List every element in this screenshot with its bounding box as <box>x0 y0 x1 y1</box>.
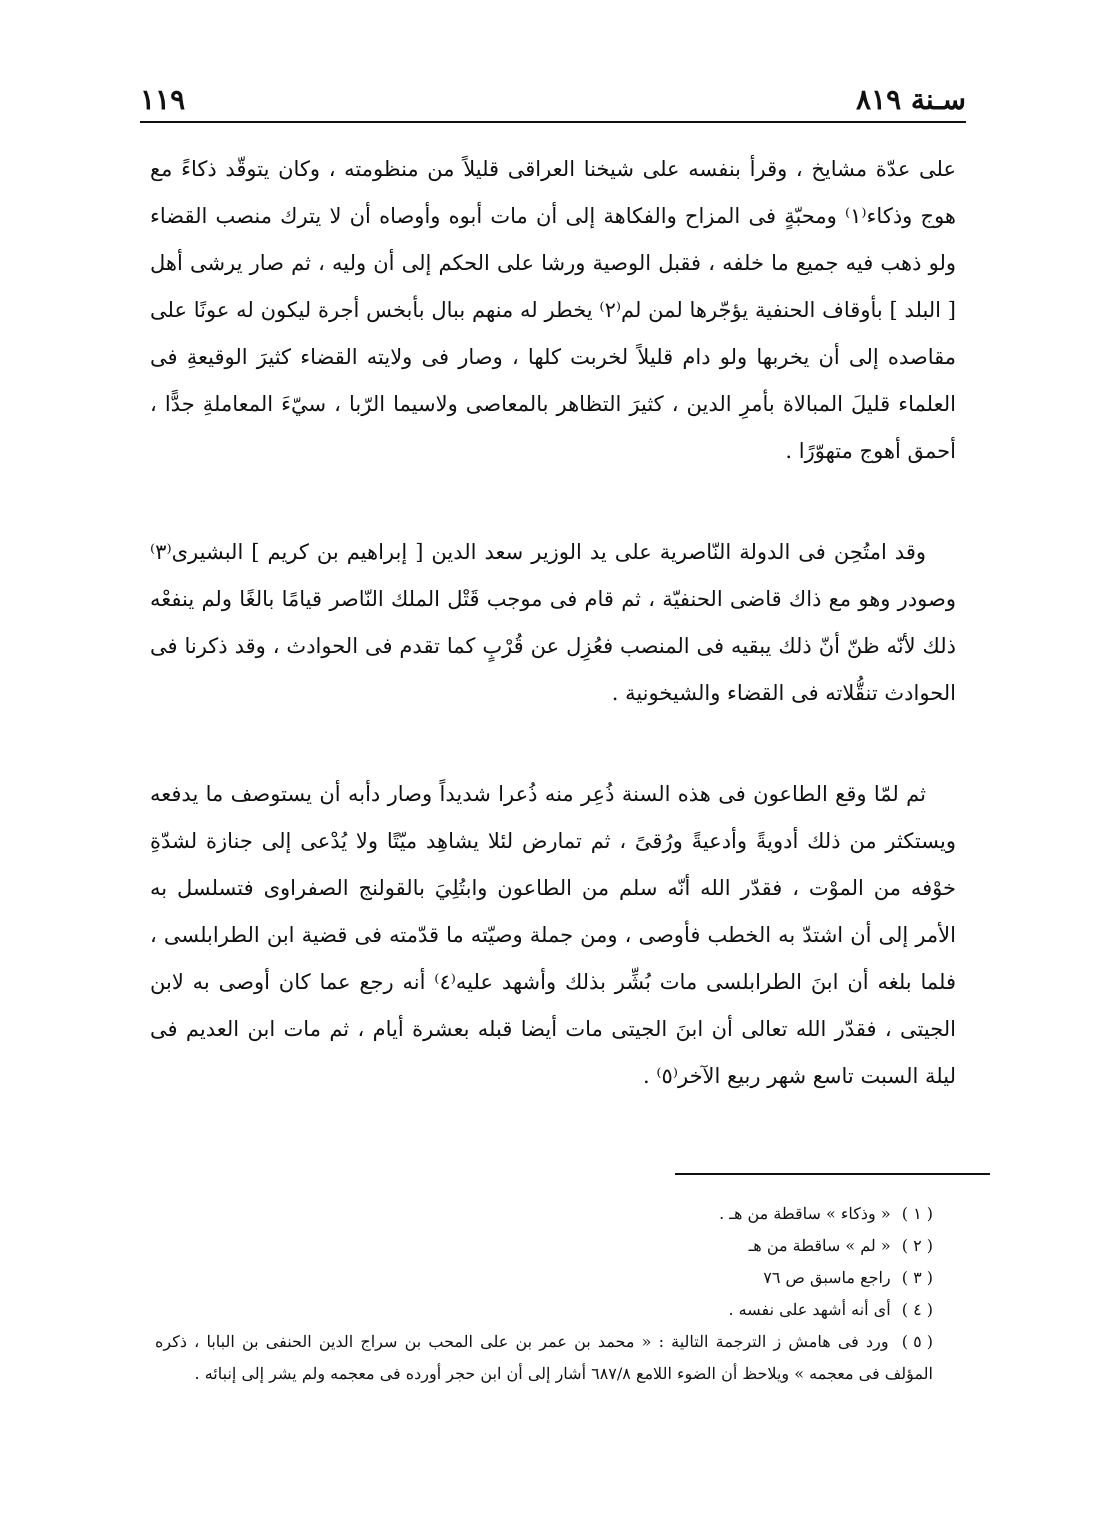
footnote-4 <box>155 1294 951 1326</box>
running-head-year: سـنة ٨١٩ <box>856 83 966 116</box>
footnote-rule <box>675 1173 990 1175</box>
footnote-text: « وذكاء » ساقطة من هـ . <box>719 1204 891 1223</box>
footnote-number: ( ٣ ) <box>901 1268 933 1287</box>
footnote-1 <box>155 1198 951 1230</box>
page-number: ١١٩ <box>140 83 186 116</box>
footnote-number: ( ٢ ) <box>901 1236 933 1255</box>
footnote-5 <box>155 1326 951 1390</box>
footnote-text: راجع ماسبق ص ٧٦ <box>763 1268 891 1287</box>
body-text <box>150 146 956 1100</box>
paragraph-2: وقد امتُحِن فى الدولة النّاصرية على يد الوزير سعد الدين [ إبراهيم بن كريم ] البشيرى⁽٣⁾ وصودر وهو مع ذاك قاضى الحنفيّة ، ثم قام فى موجب قَتْل الملك النّاصر قيامًا بالغًا ولم ينفعْه ذلك لأنّه ظنّ أنّ ذلك يبقيه فى المنصب فعُزِل عن قُرْبٍ كما تقدم فى الحوادث ، وقد ذكرنا فى الحوادث تنقُّلاته فى القضاء والشيخونية . <box>150 540 956 705</box>
footnote-3 <box>155 1262 951 1294</box>
paragraph-3: ثم لمّا وقع الطاعون فى هذه السنة ذُعِر منه ذُعرا شديداً وصار دأبه أن يستوصف ما يدفعه ويستكثر من ذلك أدويةً وأدعيةً ورُقىً ، ثم تمارض لئلا يشاهِد ميّتًا ولا يُدْعى إلى جنازة لشدّةِ خوْفه من الموْت ، فقدّر الله أنّه سلم من الطاعون وابتُلِيَ بالقولنج الصفراوى فتسلسل به الأمر إلى أن اشتدّ به الخطب فأوصى ، ومن جملة وصيّته ما قدّمته فى قضية ابن الطرابلسى ، فلما بلغه أن ابنَ الطرابلسى مات بُشِّر بذلك وأشهد عليه⁽٤⁾ أنه رجع عما كان أوصى به لابن الجيتى ، فقدّر الله تعالى أن ابنَ الجيتى مات أيضا قبله بعشرة أيام ، ثم مات ابن العديم فى ليلة السبت تاسع شهر ربيع الآخر⁽٥⁾ . <box>150 782 957 1088</box>
footnote-number: ( ٥ ) <box>901 1332 933 1351</box>
footnote-number: ( ٤ ) <box>901 1300 933 1319</box>
footnote-number: ( ١ ) <box>901 1204 933 1223</box>
footnotes <box>155 1198 951 1390</box>
footnote-text: « لم » ساقطة من هـ <box>748 1236 891 1255</box>
header-rule <box>140 121 966 123</box>
running-head <box>140 72 966 116</box>
footnote-2 <box>155 1230 951 1262</box>
paragraph-1: على عدّة مشايخ ، وقرأ بنفسه على شيخنا العراقى قليلاً من منظومته ، وكان يتوقّد ذكاءً مع هوج وذكاء⁽١⁾ ومحبّةٍ فى المزاح والفكاهة إلى أن مات أبوه وأوصاه أن لا يترك منصب القضاء ولو ذهب فيه جميع ما خلفه ، فقبل الوصية ورشا على الحكم إلى أن وليه ، ثم صار يرشى أهل [ البلد ] بأوقاف الحنفية يؤجّرها لمن لم⁽٢⁾ يخطر له منهم ببال بأبخس أجرة ليكون له عونًا على مقاصده إلى أن يخربها ولو دام قليلاً لخربت كلها ، وصار فى ولايته القضاء كثيرَ الوقيعةِ فى العلماء قليلَ المبالاة بأمرِ الدين ، كثيرَ التظاهر بالمعاصى ولاسيما الرّبا ، سيّءَ المعاملةِ جدًّا ، أحمق أهوج متهوّرًا . <box>150 157 956 463</box>
footnote-text: أى أنه أشهد على نفسه . <box>728 1300 891 1319</box>
footnote-text: ورد فى هامش ز الترجمة التالية : « محمد بن عمر بن على المحب بن سراج الدين الحنفى بن البابا ، ذكره المؤلف فى معجمه » ويلاحظ أن الضوء اللامع ٦٨٧/٨ أشار إلى أن ابن حجر أورده فى معجمه ولم يشر إلى إنبائه . <box>155 1332 933 1383</box>
